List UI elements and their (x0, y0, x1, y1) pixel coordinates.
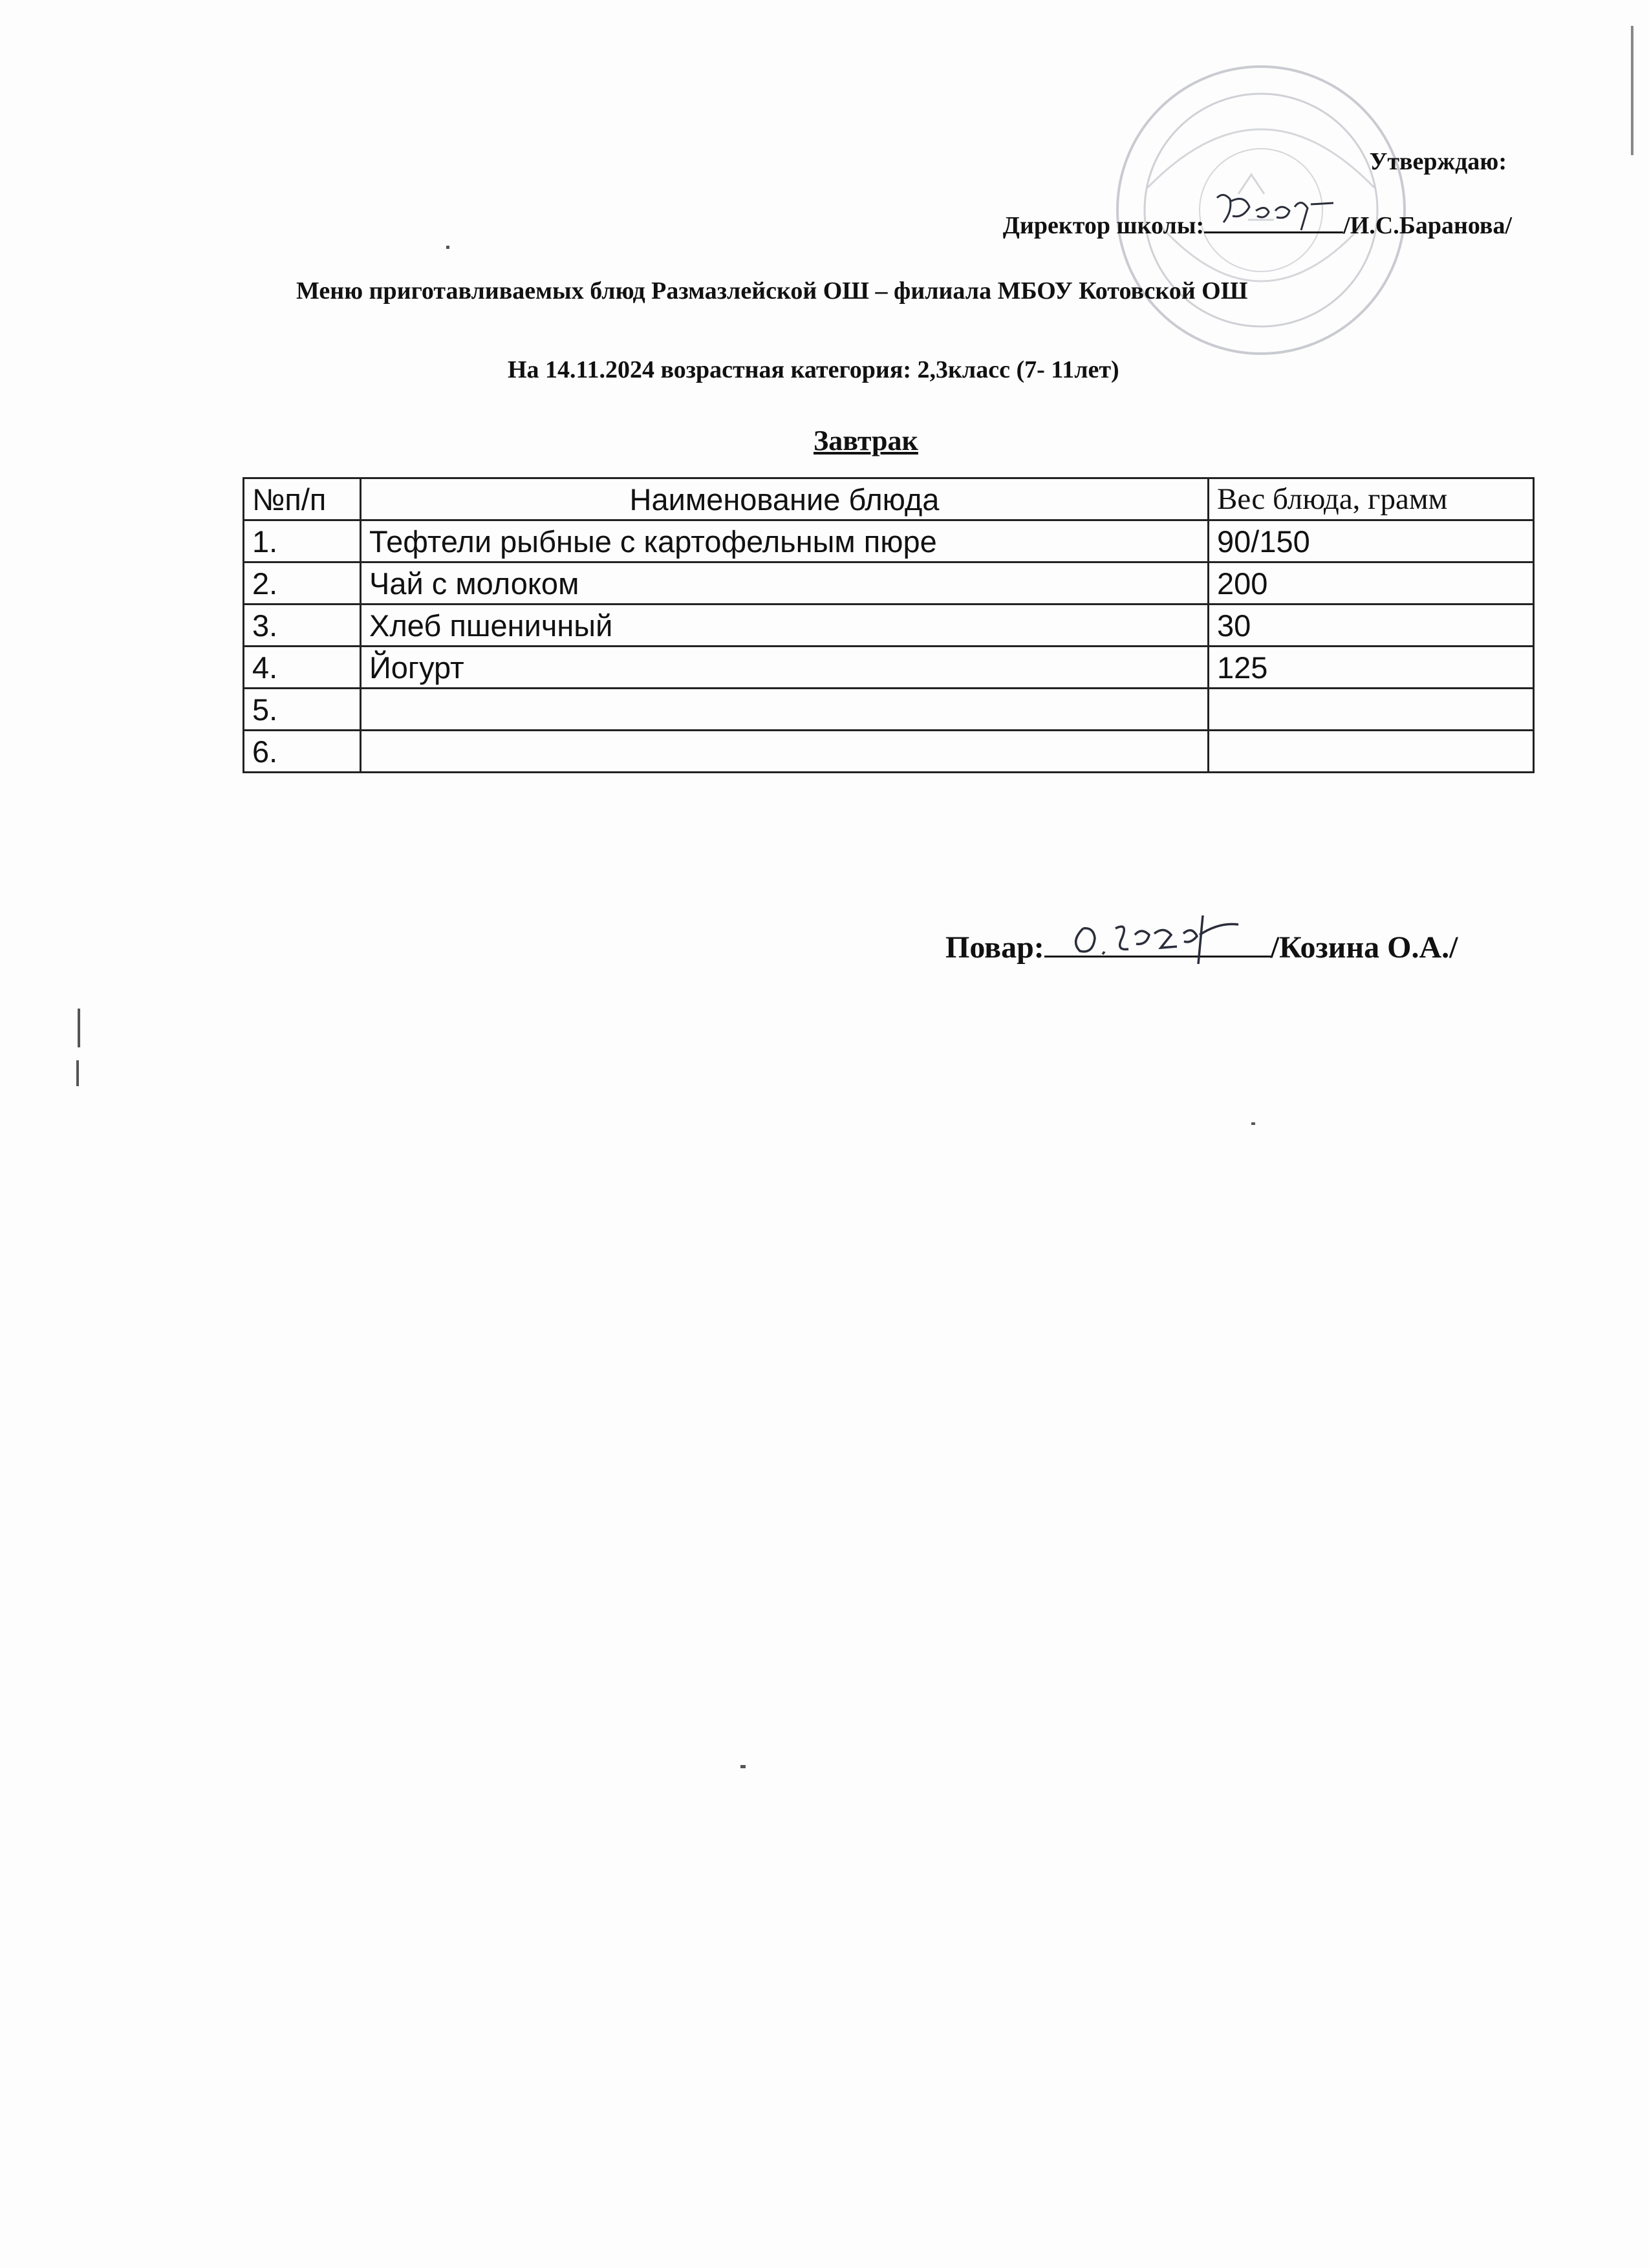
cook-line (945, 925, 1458, 965)
table-header-row (244, 478, 1534, 520)
row-number: 2. (244, 562, 361, 604)
row-dish-name: Йогурт (361, 647, 1209, 689)
scan-speck (76, 1060, 79, 1086)
row-dish-name (361, 731, 1209, 773)
cook-label: Повар: (945, 930, 1044, 965)
cook-name: /Козина О.А./ (1270, 930, 1458, 965)
row-dish-name (361, 689, 1209, 731)
header-dish-name: Наименование блюда (361, 478, 1209, 520)
menu-table (242, 477, 1535, 773)
director-line (1003, 207, 1512, 240)
row-dish-name: Тефтели рыбные с картофельным пюре (361, 520, 1209, 562)
table-row (244, 604, 1534, 647)
scan-speck (740, 1765, 746, 1768)
director-name: /И.С.Баранова/ (1343, 212, 1512, 239)
row-dish-name: Чай с молоком (361, 562, 1209, 604)
scan-speck (1631, 26, 1633, 155)
header-weight: Вес блюда, грамм (1209, 478, 1534, 520)
scan-speck (1251, 1122, 1255, 1125)
scan-speck (446, 246, 449, 249)
table-row (244, 689, 1534, 731)
header-number: №п/п (244, 478, 361, 520)
row-number: 5. (244, 689, 361, 731)
date-line: На 14.11.2024 возрастная категория: 2,3класс (7- 11лет) (508, 356, 1119, 383)
table-row (244, 647, 1534, 689)
table-row (244, 562, 1534, 604)
director-signature-line (1204, 207, 1343, 233)
director-label: Директор школы: (1002, 212, 1205, 239)
row-weight: 30 (1209, 604, 1534, 647)
cook-signature-line (1044, 925, 1271, 957)
meal-title: Завтрак (814, 425, 918, 456)
row-dish-name: Хлеб пшеничный (361, 604, 1209, 647)
row-weight: 90/150 (1209, 520, 1534, 562)
scan-speck (78, 1009, 80, 1047)
menu-title: Меню приготавливаемых блюд Размазлейской ОШ – филиала МБОУ Котовской ОШ (296, 277, 1248, 305)
row-weight: 200 (1209, 562, 1534, 604)
row-number: 4. (244, 647, 361, 689)
row-number: 3. (244, 604, 361, 647)
table-row (244, 520, 1534, 562)
approval-heading: Утверждаю: (1369, 148, 1507, 175)
cook-signature-icon (1044, 903, 1264, 967)
row-weight (1209, 731, 1534, 773)
table-row (244, 731, 1534, 773)
row-number: 6. (244, 731, 361, 773)
row-weight: 125 (1209, 647, 1534, 689)
row-weight (1209, 689, 1534, 731)
row-number: 1. (244, 520, 361, 562)
director-signature-icon (1204, 185, 1340, 237)
